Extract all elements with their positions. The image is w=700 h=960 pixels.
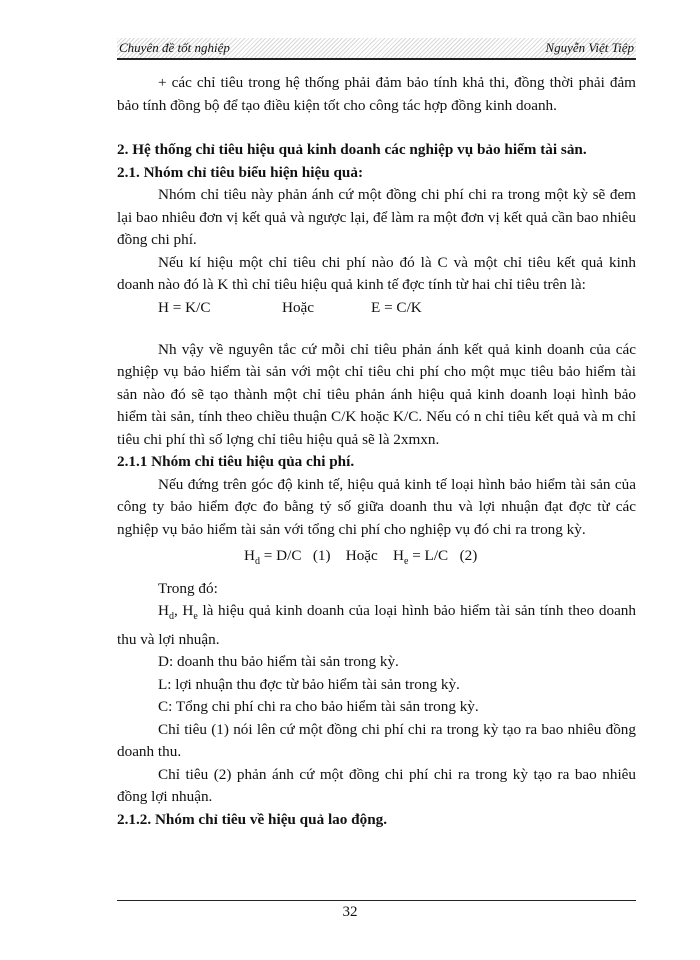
paragraph-notation: Nếu kí hiệu một chỉ tiêu chi phí nào đó là C và một chỉ tiêu kết quả kinh doanh nào đó là K thì chỉ tiêu hiệu quả kinh tế đợc tính từ hai chỉ tiêu trên là: — [117, 253, 636, 293]
page-header — [117, 38, 636, 60]
formula-he: $H_e = L/C$ (2) — [392, 547, 478, 568]
page-content — [117, 72, 636, 831]
definition-d: D: doanh thu bảo hiểm tài sản trong kỳ. — [158, 653, 399, 671]
definition-h: $H_d$, $H_e$ là hiệu quả kinh doanh của loại hình bảo hiểm tài sản tính theo doanh thu và lợi nhuận. — [117, 602, 636, 648]
paragraph-indicator-1: Chỉ tiêu (1) nói lên cứ một đồng chi phí chi ra trong kỳ tạo ra bao nhiêu đồng doanh thu. — [117, 720, 636, 761]
formula-h: H = K/C — [158, 298, 211, 316]
formula-or-2: Hoặc — [345, 547, 378, 564]
paragraph-principle: Nh vậy về nguyên tắc cứ mỗi chỉ tiêu phản ánh kết quả kinh doanh của các nghiệp vụ bảo hiểm tài sản với một chỉ tiêu chi phí cho một mục tiêu bảo hiểm tài sản nào đó sẽ tạo thành một chỉ tiêu phản ánh hiệu quả kinh doanh loại hình bảo hiểm tài sản, tính theo chiều thuận C/K hoặc K/C. Nếu có n chỉ tiêu kết quả và m chỉ tiêu chi phí thì số lợng chỉ tiêu hiệu quả sẽ là 2xmxn. — [117, 340, 636, 448]
paragraph-group-description: Nhóm chỉ tiêu này phản ánh cứ một đồng chi phí chi ra trong một kỳ sẽ đem lại bao nhiêu đơn vị kết quả và ngược lại, để làm ra một đơn vị kết quả cần bao nhiêu đồng chi phí. — [117, 186, 636, 248]
section-heading-2: 2. Hệ thống chỉ tiêu hiệu quả kinh doanh các nghiệp vụ bảo hiểm tài sản. — [117, 141, 587, 158]
footer-divider — [117, 900, 636, 901]
header-document-title: Chuyên đề tốt nghiệp — [119, 40, 230, 55]
section-heading-2-1: 2.1. Nhóm chỉ tiêu biểu hiện hiệu quả: — [117, 163, 363, 181]
formula-efficiency — [117, 297, 636, 323]
header-author: Nguyễn Việt Tiệp — [545, 40, 634, 55]
paragraph-economic-efficiency: Nếu đứng trên góc độ kinh tế, hiệu quả kinh tế loại hình bảo hiểm tài sản của công ty bảo hiểm đợc đo bằng tỷ số giữa doanh thu và lợi nhuận đạt đợc từ các nghiệp vụ bảo hiểm tài sản với tổng chi phí cho nghiệp vụ đó chi ra trong kỳ. — [117, 475, 636, 538]
paragraph-feasibility: + các chỉ tiêu trong hệ thống phải đảm bảo tính khả thi, đồng thời phải đảm bảo tính đồng bộ để tạo điều kiện tốt cho công tác hợp đồng kinh doanh. — [117, 74, 636, 114]
section-heading-2-1-2: 2.1.2. Nhóm chỉ tiêu về hiệu quả lao động. — [117, 810, 388, 828]
formula-or: Hoặc — [282, 298, 315, 316]
formula-revenue-profit — [117, 545, 636, 574]
paragraph-indicator-2: Chỉ tiêu (2) phản ánh cứ một đồng chi phí chi ra trong kỳ tạo ra bao nhiêu đồng lợi nhuận. — [117, 765, 636, 806]
formula-e: E = C/K — [371, 298, 422, 316]
section-heading-2-1-1: 2.1.1 Nhóm chỉ tiêu hiệu qủa chi phí. — [117, 453, 355, 470]
page-number: 32 — [342, 904, 358, 920]
definition-l: L: lợi nhuận thu đợc từ bảo hiểm tài sản trong kỳ. — [158, 675, 460, 693]
definition-c: C: Tổng chi phí chi ra cho bảo hiểm tài sản trong kỳ. — [158, 698, 479, 716]
where-label: Trong đó: — [158, 579, 218, 597]
formula-hd: $H_d = D/C$ (1) — [244, 547, 331, 568]
